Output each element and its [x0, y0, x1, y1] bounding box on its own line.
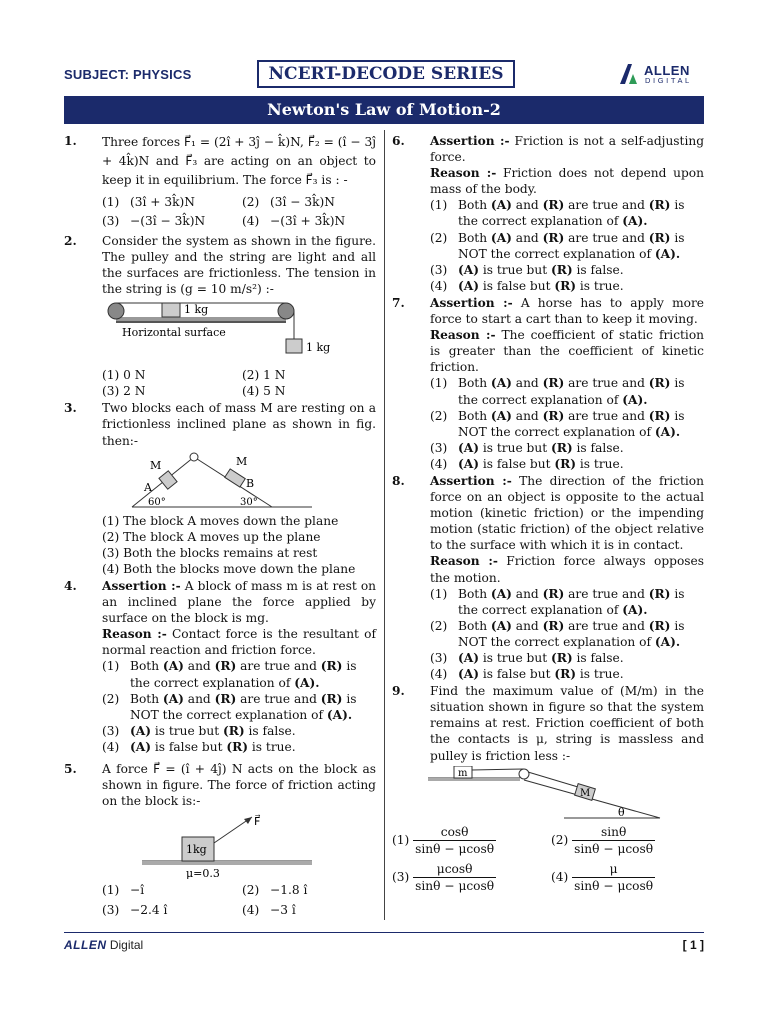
reason-text: Reason :- The coefficient of static friction is greater than the coefficient of kinetic friction. [430, 328, 705, 375]
figure-label-m2: M [236, 454, 248, 468]
option-2: (2) Both (A) and (R) are true and (R) is NOT the correct explanation of (A). [102, 691, 357, 722]
question-4 [64, 578, 376, 755]
figure-theta: θ [618, 805, 625, 819]
logo-text: ALLEN [644, 63, 690, 78]
question-number: 8. [392, 473, 405, 488]
option-2: (2) Both (A) and (R) are true and (R) is NOT the correct explanation of (A). [430, 618, 685, 649]
figure-angle-2: 30° [240, 496, 258, 508]
question-number: 5. [64, 762, 77, 776]
figure-label-small-m: m [458, 767, 468, 779]
option-2: (2) 1 N [242, 368, 286, 383]
option-1: (1) Both (A) and (R) are true and (R) is the correct explanation of (A). [430, 376, 685, 407]
reason-text [102, 626, 376, 658]
option-1: (1) Both (A) and (R) are true and (R) is the correct explanation of (A). [430, 586, 685, 617]
question-8 [392, 473, 704, 682]
question-2 [64, 233, 376, 400]
question-3 [64, 400, 376, 577]
right-column [392, 133, 704, 895]
question-number: 9. [392, 684, 405, 699]
option-1: −î [130, 883, 145, 898]
question-number: 6. [392, 134, 405, 148]
question-number: 1. [64, 134, 77, 148]
option-2: (3î − 3k̂)N [270, 194, 335, 209]
option-number: (1) [102, 194, 120, 209]
column-divider [384, 130, 385, 920]
reason-body: Contact force is the resultant of normal reaction and friction force. [102, 627, 376, 658]
option-4: (4) $\frac{\mu}{\sin\theta - \mu\cos\theta}$ [551, 861, 654, 893]
option-1: (1) The block A moves down the plane [102, 513, 339, 528]
option-1: (1) Both (A) and (R) are true and (R) is the correct explanation of (A). [430, 198, 685, 229]
options [102, 193, 376, 232]
reason-text: Reason :- Friction force always opposes the motion. [430, 554, 705, 585]
question-6 [392, 133, 704, 294]
option-number: (4) [242, 214, 260, 229]
option-4: −(3î + 3k̂)N [270, 214, 346, 229]
option-4: (4) 5 N [242, 384, 286, 399]
option-4: (4) (A) is false but (R) is true. [430, 667, 624, 682]
option-3: (3) (A) is true but (R) is false. [430, 651, 624, 665]
option-3: −2.4 î [130, 902, 168, 917]
figure-mu-label: μ=0.3 [186, 867, 220, 880]
question-text: Three forces F⃗₁ = (2î + 3ĵ − k̂)N, F⃗₂ = (î − 3ĵ + 4k̂)N and F⃗₃ are acting on an object to keep it in equilibrium. The force F⃗₃ is : - [102, 135, 376, 187]
left-column [64, 133, 376, 921]
page-header [64, 60, 704, 90]
option-2: (2) Both (A) and (R) are true and (R) is NOT the correct explanation of (A). [430, 408, 685, 439]
option-4: (4) Both the blocks move down the plane [102, 561, 356, 576]
question-5 [64, 761, 376, 920]
option-3: (3) (A) is true but (R) is false. [430, 262, 624, 277]
option-4: −3 î [270, 902, 296, 917]
option-3: (3) Both the blocks remains at rest [102, 545, 318, 560]
subject-label: SUBJECT: PHYSICS [64, 67, 192, 82]
assertion-text: Assertion :- Friction is not a self-adjusting force. [430, 134, 704, 165]
option-3: (3) (A) is true but (R) is false. [102, 723, 296, 738]
option-2: (2) Both (A) and (R) are true and (R) is NOT the correct explanation of (A). [430, 230, 685, 261]
question-number: 2. [64, 233, 77, 248]
footer-divider [64, 932, 704, 933]
assertion-text: Assertion :- The direction of the friction force on an object is opposite to the actual motion (kinetic friction) or the impending motion (static friction) of the object relative to the surface with which it is in contact. [430, 473, 704, 553]
inclined-plane-figure [122, 451, 322, 511]
reason-text: Reason :- Friction does not depend upon mass of the body. [430, 166, 704, 197]
option-3: −(3î − 3k̂)N [130, 214, 206, 229]
question-text: Two blocks each of mass M are resting on a frictionless inclined plane as shown in fig. then:- [102, 401, 376, 448]
question-1 [64, 133, 376, 232]
question-text: Find the maximum value of (M/m) in the situation shown in figure so that the system remains at rest. Friction coefficient of both the contacts is μ, string is massless and pulley is friction less :- [430, 684, 704, 763]
question-text: A force F⃗ = (î + 4ĵ) N acts on the block as shown in figure. The force of friction acting on the block is:- [102, 762, 377, 809]
figure-label-b: B [246, 476, 255, 490]
option-1: (1) 0 N [102, 368, 146, 383]
option-3: (3) (A) is true but (R) is false. [430, 440, 624, 455]
options: (1) −î (2) −1.8 î (3) −2.4 î (4) −3 î [102, 883, 308, 917]
chapter-title: Newton's Law of Motion-2 [64, 96, 704, 124]
allen-logo-icon [620, 64, 642, 84]
option-3: (3) $\frac{\mu\cos\theta}{\sin\theta - \mu\cos\theta}$ [392, 861, 495, 893]
allen-logo [620, 62, 704, 88]
question-number: 3. [64, 401, 77, 416]
figure-force-label: F⃗ [254, 815, 261, 829]
figure-angle-1: 60° [148, 496, 166, 508]
figure-surface-label: Horizontal surface [122, 326, 226, 340]
figure-block-label: 1kg [186, 843, 207, 857]
option-2: −1.8 î [270, 883, 308, 898]
option-3: (3) 2 N [102, 384, 146, 399]
figure-block-2-label: 1 kg [306, 341, 331, 355]
option-1: (1) Both (A) and (R) are true and (R) is the correct explanation of (A). [102, 659, 357, 690]
option-4: (4) (A) is false but (R) is true. [102, 739, 296, 754]
page-number: [ 1 ] [682, 938, 704, 952]
force-block-figure [122, 811, 322, 879]
logo-subtext: DIGITAL [645, 76, 692, 85]
question-text: Consider the system as shown in the figure. The pulley and the string are light and all the surfaces are frictionless. The tension in the string is (g = 10 m/s²) :- [102, 233, 376, 297]
series-title: NCERT-DECODE SERIES [257, 60, 515, 88]
figure-block-1-label: 1 kg [184, 303, 209, 317]
option-2: (2) $\frac{\sin\theta}{\sin\theta - \mu\cos\theta}$ [551, 824, 654, 856]
question-number: 4. [64, 578, 77, 593]
option-4: (4) (A) is false but (R) is true. [430, 278, 624, 293]
figure-label-m1: M [150, 458, 162, 472]
question-number: 7. [392, 295, 405, 310]
force-vector: F⃗ = (î + 4ĵ) N [153, 762, 243, 776]
assertion-label: Assertion :- [102, 578, 181, 593]
reason-label: Reason :- [102, 627, 167, 642]
option-2: (2) The block A moves up the plane [102, 529, 321, 544]
option-1: (1) $\frac{\cos\theta}{\sin\theta - \mu\cos\theta}$ [392, 824, 495, 856]
option-number: (3) [102, 214, 120, 229]
option-4: (4) (A) is false but (R) is true. [430, 456, 624, 471]
figure-label-a: A [144, 480, 152, 494]
pulley-figure [102, 299, 332, 365]
option-number: (2) [242, 194, 260, 209]
question-9 [392, 683, 704, 894]
footer-brand: ALLEN Digital [64, 938, 144, 952]
assertion-text [102, 578, 376, 626]
incline-pulley-figure [424, 766, 674, 822]
assertion-body: A block of mass m is at rest on an inclined plane the force applied by surface on the block is mg. [102, 578, 377, 626]
option-1: (3î + 3k̂)N [130, 194, 195, 209]
options [102, 367, 376, 399]
options [392, 824, 704, 894]
assertion-text: Assertion :- A horse has to apply more force to start a cart than to keep it moving. [430, 295, 705, 327]
question-7 [392, 295, 704, 472]
figure-label-big-m: M [580, 787, 591, 799]
